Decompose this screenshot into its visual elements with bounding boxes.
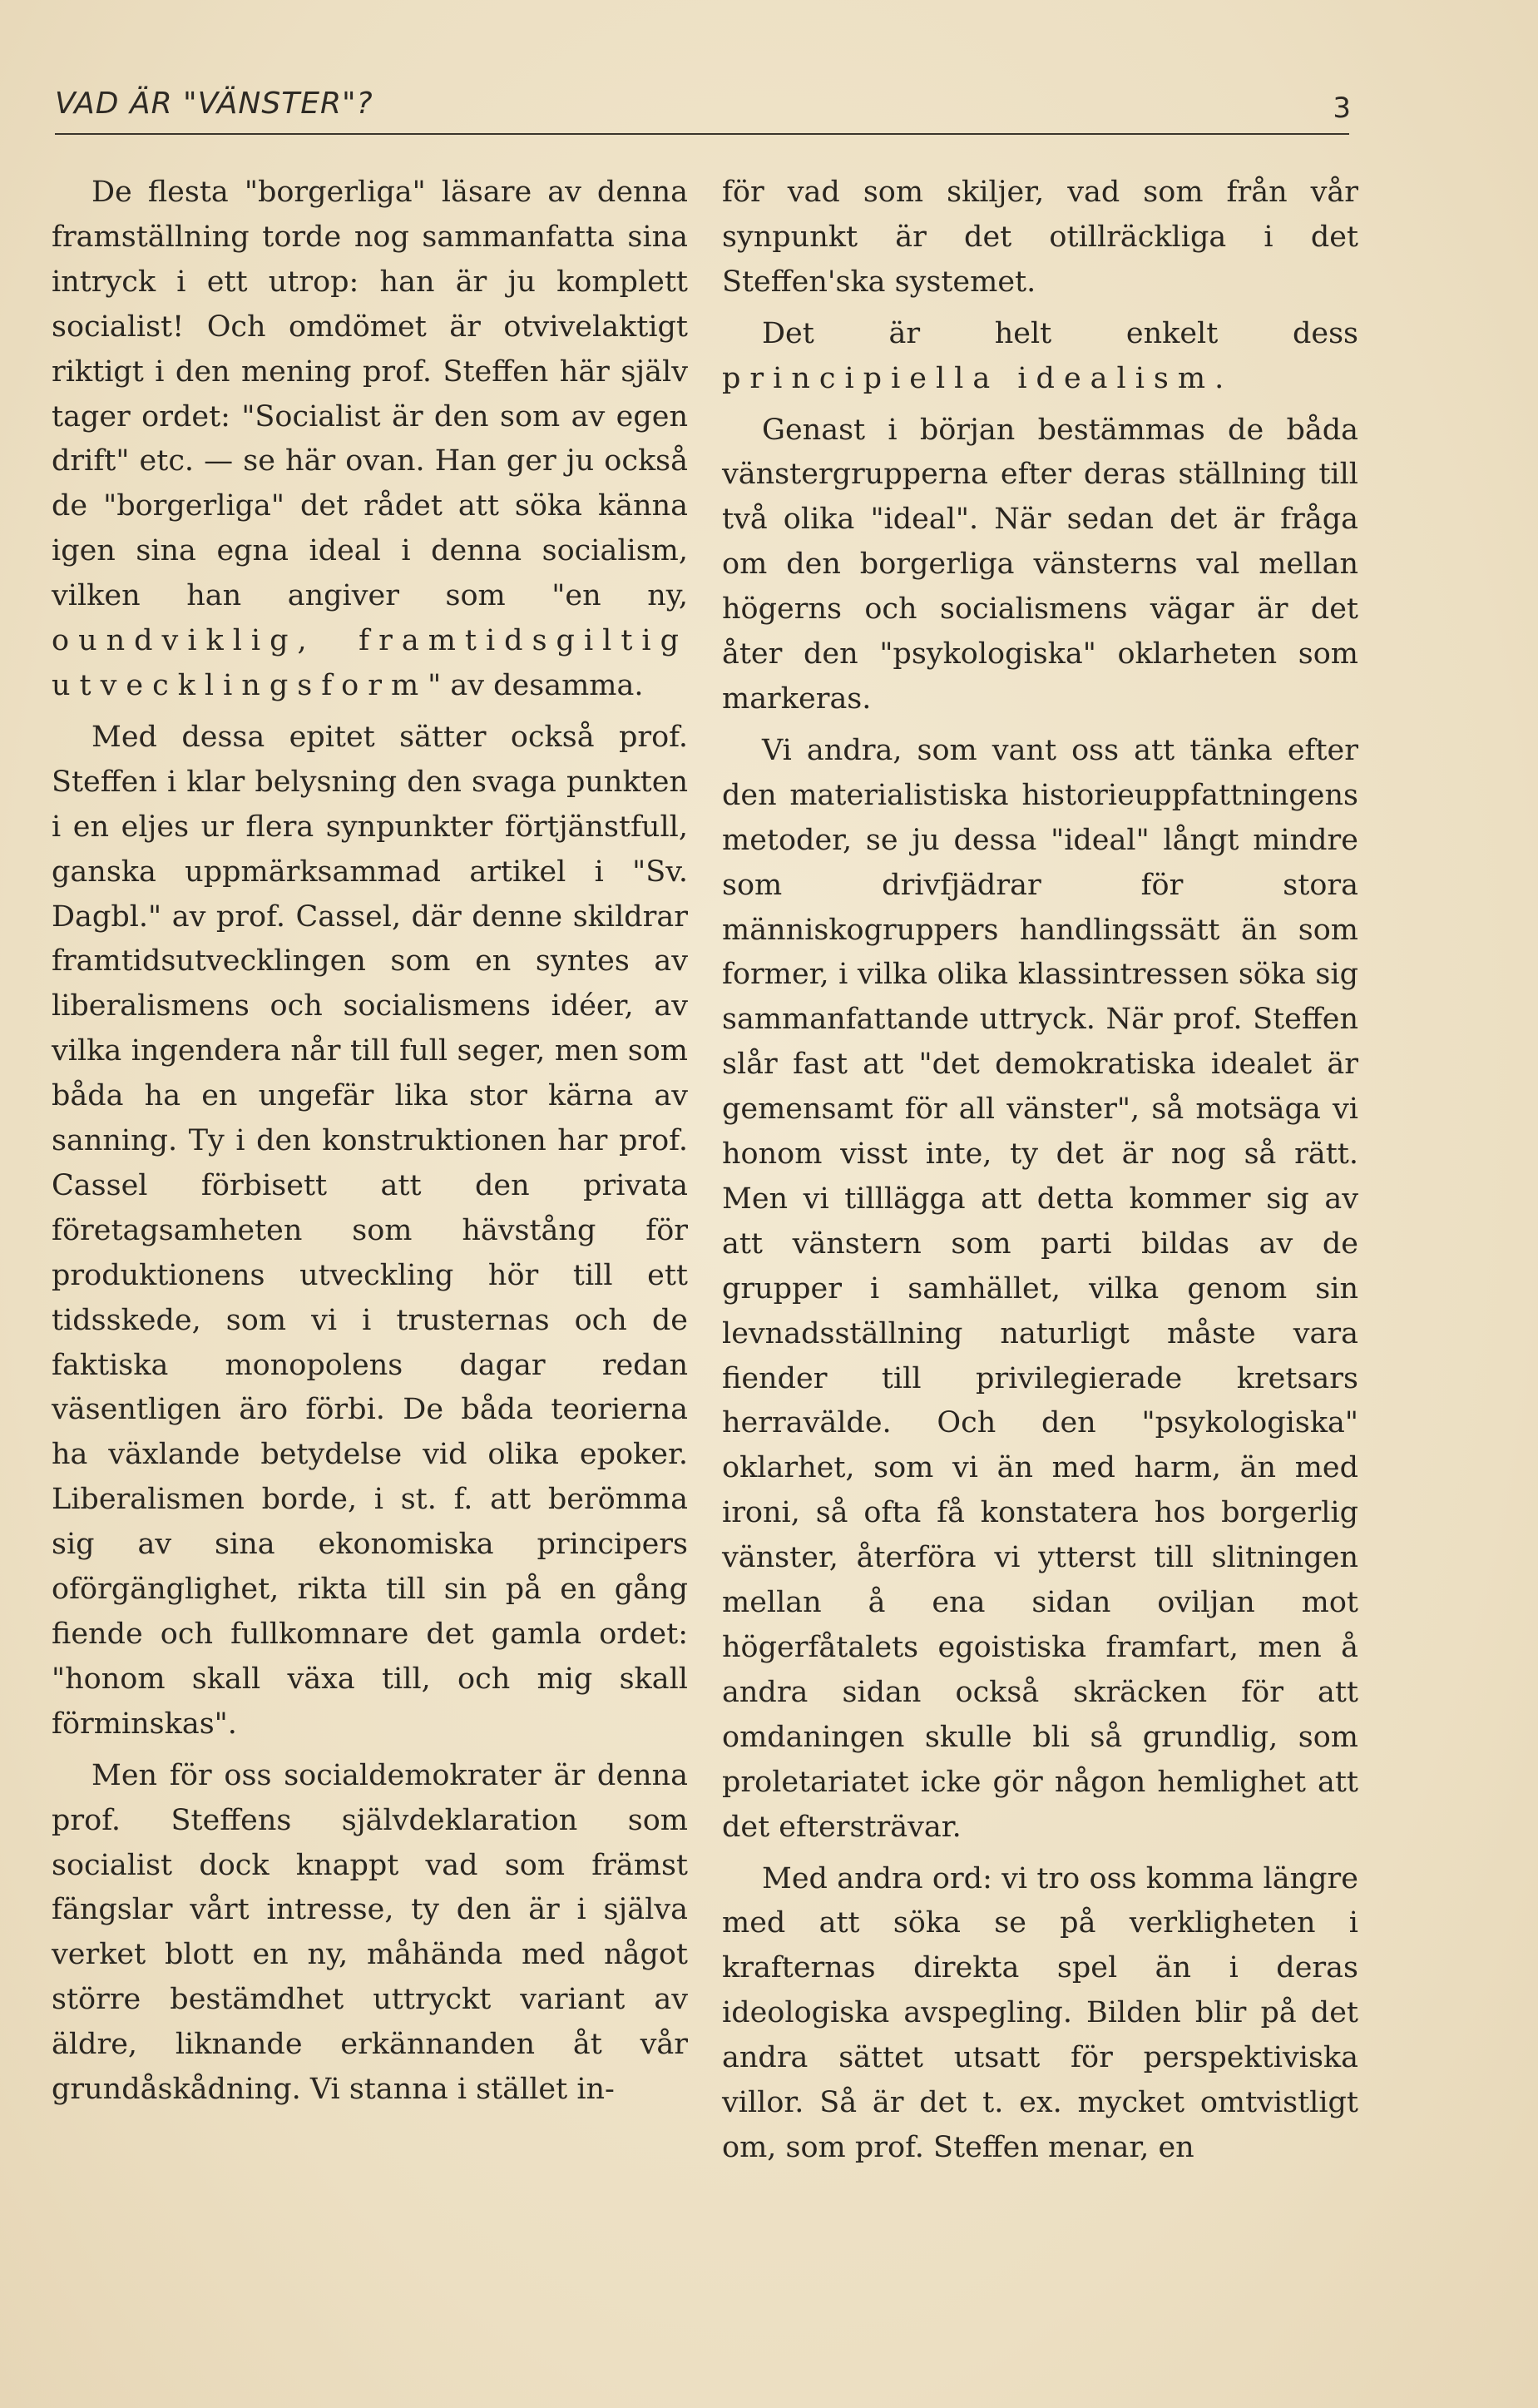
paragraph — [722, 312, 1358, 402]
text-run: . — [1214, 361, 1224, 395]
paragraph: Genast i början bestämmas de båda vänstergrupperna efter deras ställning till två olika "ideal". När sedan det är fråga om den borgerliga vänsterns val mellan högerns och socialismens vägar är det åter den "psykologiska" oklarheten som markeras. — [722, 413, 1358, 716]
right-column — [722, 171, 1358, 2171]
spaced-emphasis: principiella idealism — [722, 361, 1215, 395]
paragraph: Med dessa epitet sätter också prof. Steffen i klar belysning den svaga punkten i en eljes ur flera synpunkter förtjänstfull, ganska uppmärksammad artikel i "Sv. Dagbl." av prof. Cassel, där denne skildrar framtidsutvecklingen som en syntes av liberalismens och socialismens idéer, av vilka ingendera når till full seger, men som båda ha en ungefär lika stor kärna av sanning. Ty i den konstruktionen har prof. Cassel förbisett att den privata företagsamheten som hävstång för produktionens utveckling hör till ett tidsskede, som vi i trusternas och de faktiska monopolens dagar redan väsentligen äro förbi. De båda teorierna ha växlande betydelse vid olika epoker. Liberalismen borde, i st. f. att berömma sig av sina ekonomiska principers oförgänglighet, rikta till sin på en gång fiende och fullkomnare det gamla ordet: "honom skall växa till, och mig skall förminskas". — [52, 720, 688, 1741]
running-header — [55, 80, 1349, 135]
paragraph: Vi andra, som vant oss att tänka efter den materialistiska historieuppfattningens metoder, se ju dessa "ideal" långt mindre som drivfjädrar för stora människogruppers handlingssätt än som former, i vilka olika klassintressen söka sig sammanfattande uttryck. När prof. Steffen slår fast att "det demokratiska idealet är gemensamt för all vänster", så motsäga vi honom visst inte, ty det är nog så rätt. Men vi tilllägga att detta kommer sig av att vänstern som parti bildas av de grupper i samhället, vilka genom sin levnadsställning naturligt måste vara fiender till privilegierade kretsars herravälde. Och den "psykologiska" oklarhet, som vi än med harm, än med ironi, så ofta få konstatera hos borgerlig vänster, återföra vi ytterst till slitningen mellan å ena sidan oviljan mot högerfåtalets egoistiska framfart, men å andra sidan också skräcken för att omdaningen skulle bli så grundlig, som proletariatet icke gör någon hemlighet att det eftersträvar. — [722, 733, 1358, 1844]
page-number: 3 — [1333, 92, 1351, 125]
paragraph — [52, 171, 688, 709]
text-run: " av desamma. — [428, 668, 644, 702]
left-column — [52, 171, 688, 2113]
paragraph: Med andra ord: vi tro oss komma längre med att söka se på verkligheten i krafternas direkta spel än i deras ideologiska avspegling. Bilden blir på det andra sättet utsatt för perspektiviska villor. Så är det t. ex. mycket omtvistligt om, som prof. Steffen menar, en — [722, 1861, 1358, 2164]
running-title: VAD ÄR "VÄNSTER"? — [55, 87, 373, 121]
paragraph: Men för oss socialdemokrater är denna prof. Steffens självdeklaration som socialist dock knappt vad som främst fängslar vårt intresse, ty den är i själva verket blott en ny, måhända med något större bestämdhet uttryckt variant av äldre, liknande erkännanden åt vår grundåskådning. Vi stanna i stället in- — [52, 1758, 688, 2107]
spaced-emphasis: oundviklig, framtidsgiltig utvecklingsform — [52, 624, 688, 702]
paragraph: för vad som skiljer, vad som från vår synpunkt är det otillräckliga i det Steffen'ska systemet. — [722, 176, 1358, 299]
text-run: De flesta "borgerliga" läsare av denna framställning torde nog sammanfatta sina intryck i ett utrop: han är ju komplett socialist! Och omdömet är otvivelaktigt riktigt i den mening prof. Steffen här själv tager ordet: "Socialist är den som av egen drift" etc. — se här ovan. Han ger ju också de "borgerliga" det rådet att söka känna igen sina egna ideal i denna socialism, vilken han angiver som "en ny, — [52, 176, 688, 613]
text-run: Det är helt enkelt dess — [762, 316, 1358, 350]
